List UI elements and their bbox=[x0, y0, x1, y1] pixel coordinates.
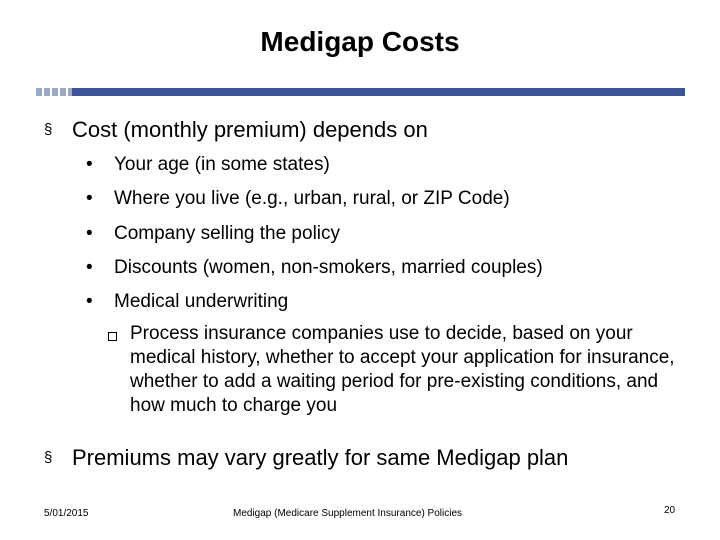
sub-sub-bullet-underwriting-definition bbox=[108, 322, 678, 418]
bullet-text: Cost (monthly premium) depends on bbox=[72, 117, 428, 142]
slide-title: Medigap Costs bbox=[260, 26, 460, 57]
sub-bullet-text: Company selling the policy bbox=[114, 223, 341, 244]
sub-sub-bullet-text: Process insurance companies use to decide, based on your medical history, whether to accept your application for insurance, whether to add a waiting period for pre-existing conditions, and how much to charge you bbox=[130, 323, 675, 416]
page-number: 20 bbox=[664, 505, 676, 516]
sub-bullet-underwriting bbox=[86, 290, 288, 314]
bullet-premiums bbox=[44, 445, 568, 471]
sub-bullet-text: Medical underwriting bbox=[114, 291, 289, 312]
bullet-marker: § bbox=[44, 449, 53, 466]
bullet-cost bbox=[44, 117, 428, 143]
footer-date: 5/01/2015 bbox=[44, 508, 89, 519]
sub-bullet-marker: • bbox=[86, 257, 93, 278]
sub-bullet-discounts bbox=[86, 256, 543, 280]
title-rule-squares bbox=[36, 88, 74, 96]
sub-bullet-text: Where you live (e.g., urban, rural, or ZIP Code) bbox=[114, 188, 510, 209]
footer-title: Medigap (Medicare Supplement Insurance) Policies bbox=[233, 508, 463, 519]
sub-bullet-age bbox=[86, 153, 330, 177]
sub-bullet-company bbox=[86, 222, 340, 246]
sub-bullet-location bbox=[86, 187, 510, 211]
title-rule-bar bbox=[72, 88, 685, 96]
sub-bullet-marker: • bbox=[86, 188, 93, 209]
bullet-marker: § bbox=[44, 121, 53, 138]
sub-bullet-text: Your age (in some states) bbox=[114, 154, 330, 175]
sub-bullet-marker: • bbox=[86, 291, 93, 312]
sub-bullet-marker: • bbox=[86, 223, 93, 244]
sub-bullet-marker: • bbox=[86, 154, 93, 175]
bullet-text: Premiums may vary greatly for same Medigap plan bbox=[72, 445, 569, 470]
checkbox-bullet-icon bbox=[108, 332, 117, 341]
sub-bullet-text: Discounts (women, non-smokers, married couples) bbox=[114, 257, 543, 278]
